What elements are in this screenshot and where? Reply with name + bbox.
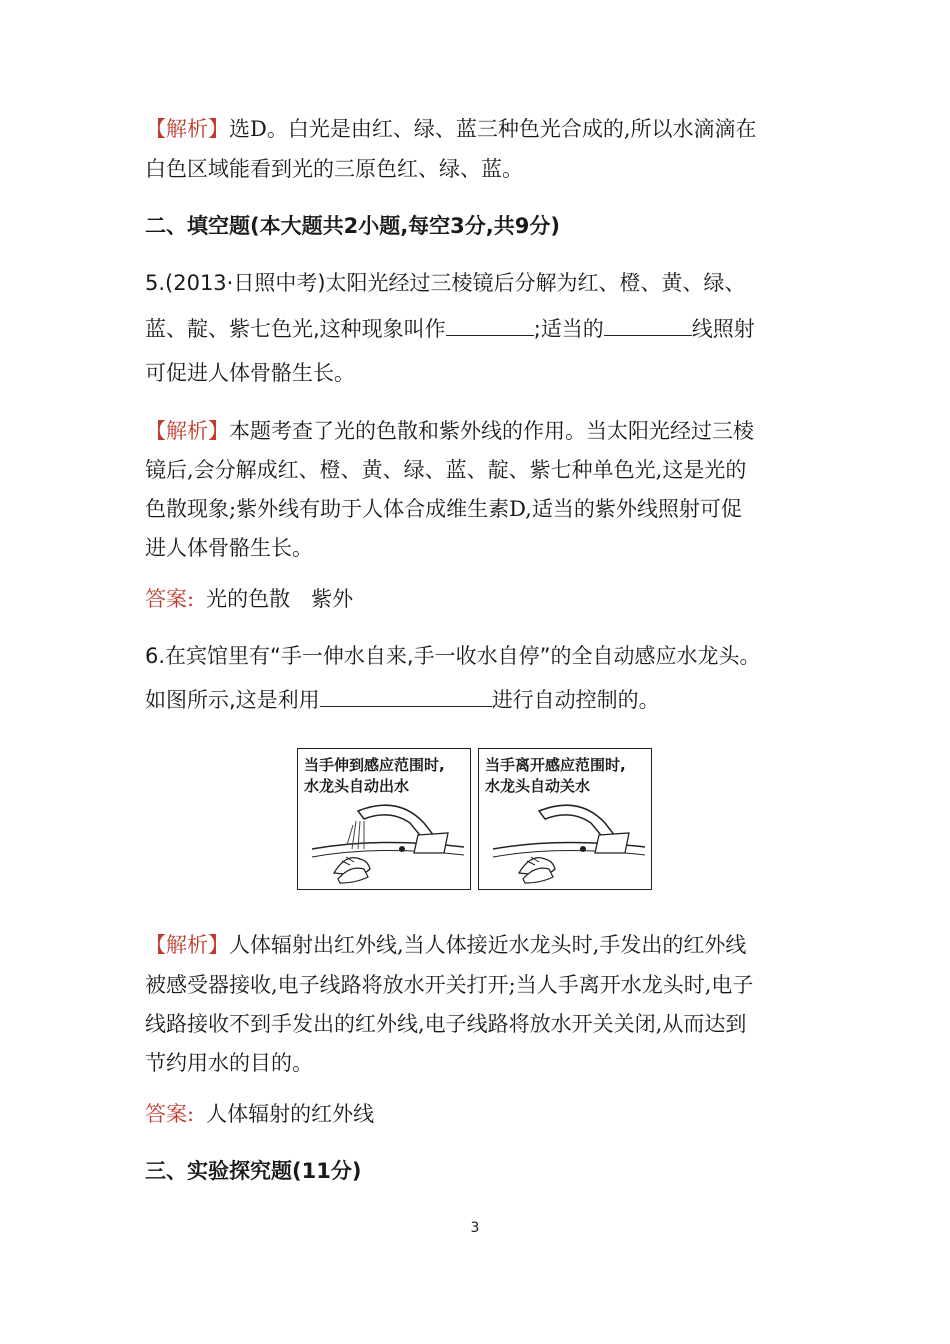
question-line: 6.在宾馆里有“手一伸水自来,手一收水自停”的全自动感应水龙头。 bbox=[145, 644, 761, 668]
question-text: 如图所示,这是利用 bbox=[145, 688, 320, 712]
analysis-line: 线路接收不到手发出的红外线,电子线路将放水开关关闭,从而达到 bbox=[145, 1012, 747, 1036]
analysis-text: 选D。白光是由红、绿、蓝三种色光合成的,所以水滴滴在 bbox=[229, 117, 757, 141]
section-heading: 三、实验探究题(11分) bbox=[145, 1159, 362, 1183]
page-number: 3 bbox=[470, 1220, 480, 1236]
faucet-water-off-illustration bbox=[479, 749, 653, 891]
figure-panel-water-on bbox=[297, 748, 471, 890]
analysis-tag: 【解析】 bbox=[145, 933, 229, 957]
analysis-tag: 【解析】 bbox=[145, 117, 229, 141]
figure-caption: 当手伸到感应范围时, 水龙头自动出水 bbox=[304, 756, 445, 795]
analysis-line: 镜后,会分解成红、橙、黄、绿、蓝、靛、紫七种单色光,这是光的 bbox=[145, 458, 747, 482]
question-line: 5.(2013·日照中考)太阳光经过三棱镜后分解为红、橙、黄、绿、 bbox=[145, 271, 746, 295]
analysis-tag: 【解析】 bbox=[145, 419, 229, 443]
analysis-text: 人体辐射出红外线,当人体接近水龙头时,手发出的红外线 bbox=[229, 933, 747, 957]
figure-panel-water-off bbox=[478, 748, 652, 890]
answer-label: 答案: bbox=[145, 1102, 195, 1126]
answer-text: 人体辐射的红外线 bbox=[206, 1102, 375, 1126]
analysis-line bbox=[145, 930, 746, 960]
answer-text: 光的色散 紫外 bbox=[206, 587, 354, 611]
answer-label: 答案: bbox=[145, 587, 195, 611]
answer-line bbox=[145, 1099, 374, 1129]
analysis-line bbox=[145, 114, 757, 144]
answer-blank bbox=[320, 684, 492, 707]
faucet-water-on-illustration bbox=[298, 749, 472, 891]
figure-caption: 当手离开感应范围时, 水龙头自动关水 bbox=[485, 756, 626, 795]
question-text: ;适当的 bbox=[533, 317, 604, 341]
question-line bbox=[145, 313, 755, 344]
question-line: 可促进人体骨骼生长。 bbox=[145, 361, 355, 385]
answer-line bbox=[145, 584, 353, 614]
question-text: 进行自动控制的。 bbox=[491, 688, 660, 712]
faucet-figure bbox=[297, 748, 655, 893]
question-text: 蓝、靛、紫七色光,这种现象叫作 bbox=[145, 317, 446, 341]
analysis-text: 本题考查了光的色散和紫外线的作用。当太阳光经过三棱 bbox=[229, 419, 754, 443]
question-line bbox=[145, 684, 660, 715]
analysis-line: 被感受器接收,电子线路将放水开关打开;当人手离开水龙头时,电子 bbox=[145, 973, 754, 997]
answer-blank bbox=[446, 313, 534, 336]
section-heading: 二、填空题(本大题共2小题,每空3分,共9分) bbox=[145, 214, 560, 238]
analysis-line bbox=[145, 416, 754, 446]
analysis-line: 白色区域能看到光的三原色红、绿、蓝。 bbox=[145, 157, 523, 181]
analysis-line: 色散现象;紫外线有助于人体合成维生素D,适当的紫外线照射可促 bbox=[145, 497, 742, 521]
analysis-line: 进人体骨骼生长。 bbox=[145, 536, 313, 560]
analysis-line: 节约用水的目的。 bbox=[145, 1051, 313, 1075]
answer-blank bbox=[604, 313, 692, 336]
question-text: 线照射 bbox=[691, 317, 755, 341]
